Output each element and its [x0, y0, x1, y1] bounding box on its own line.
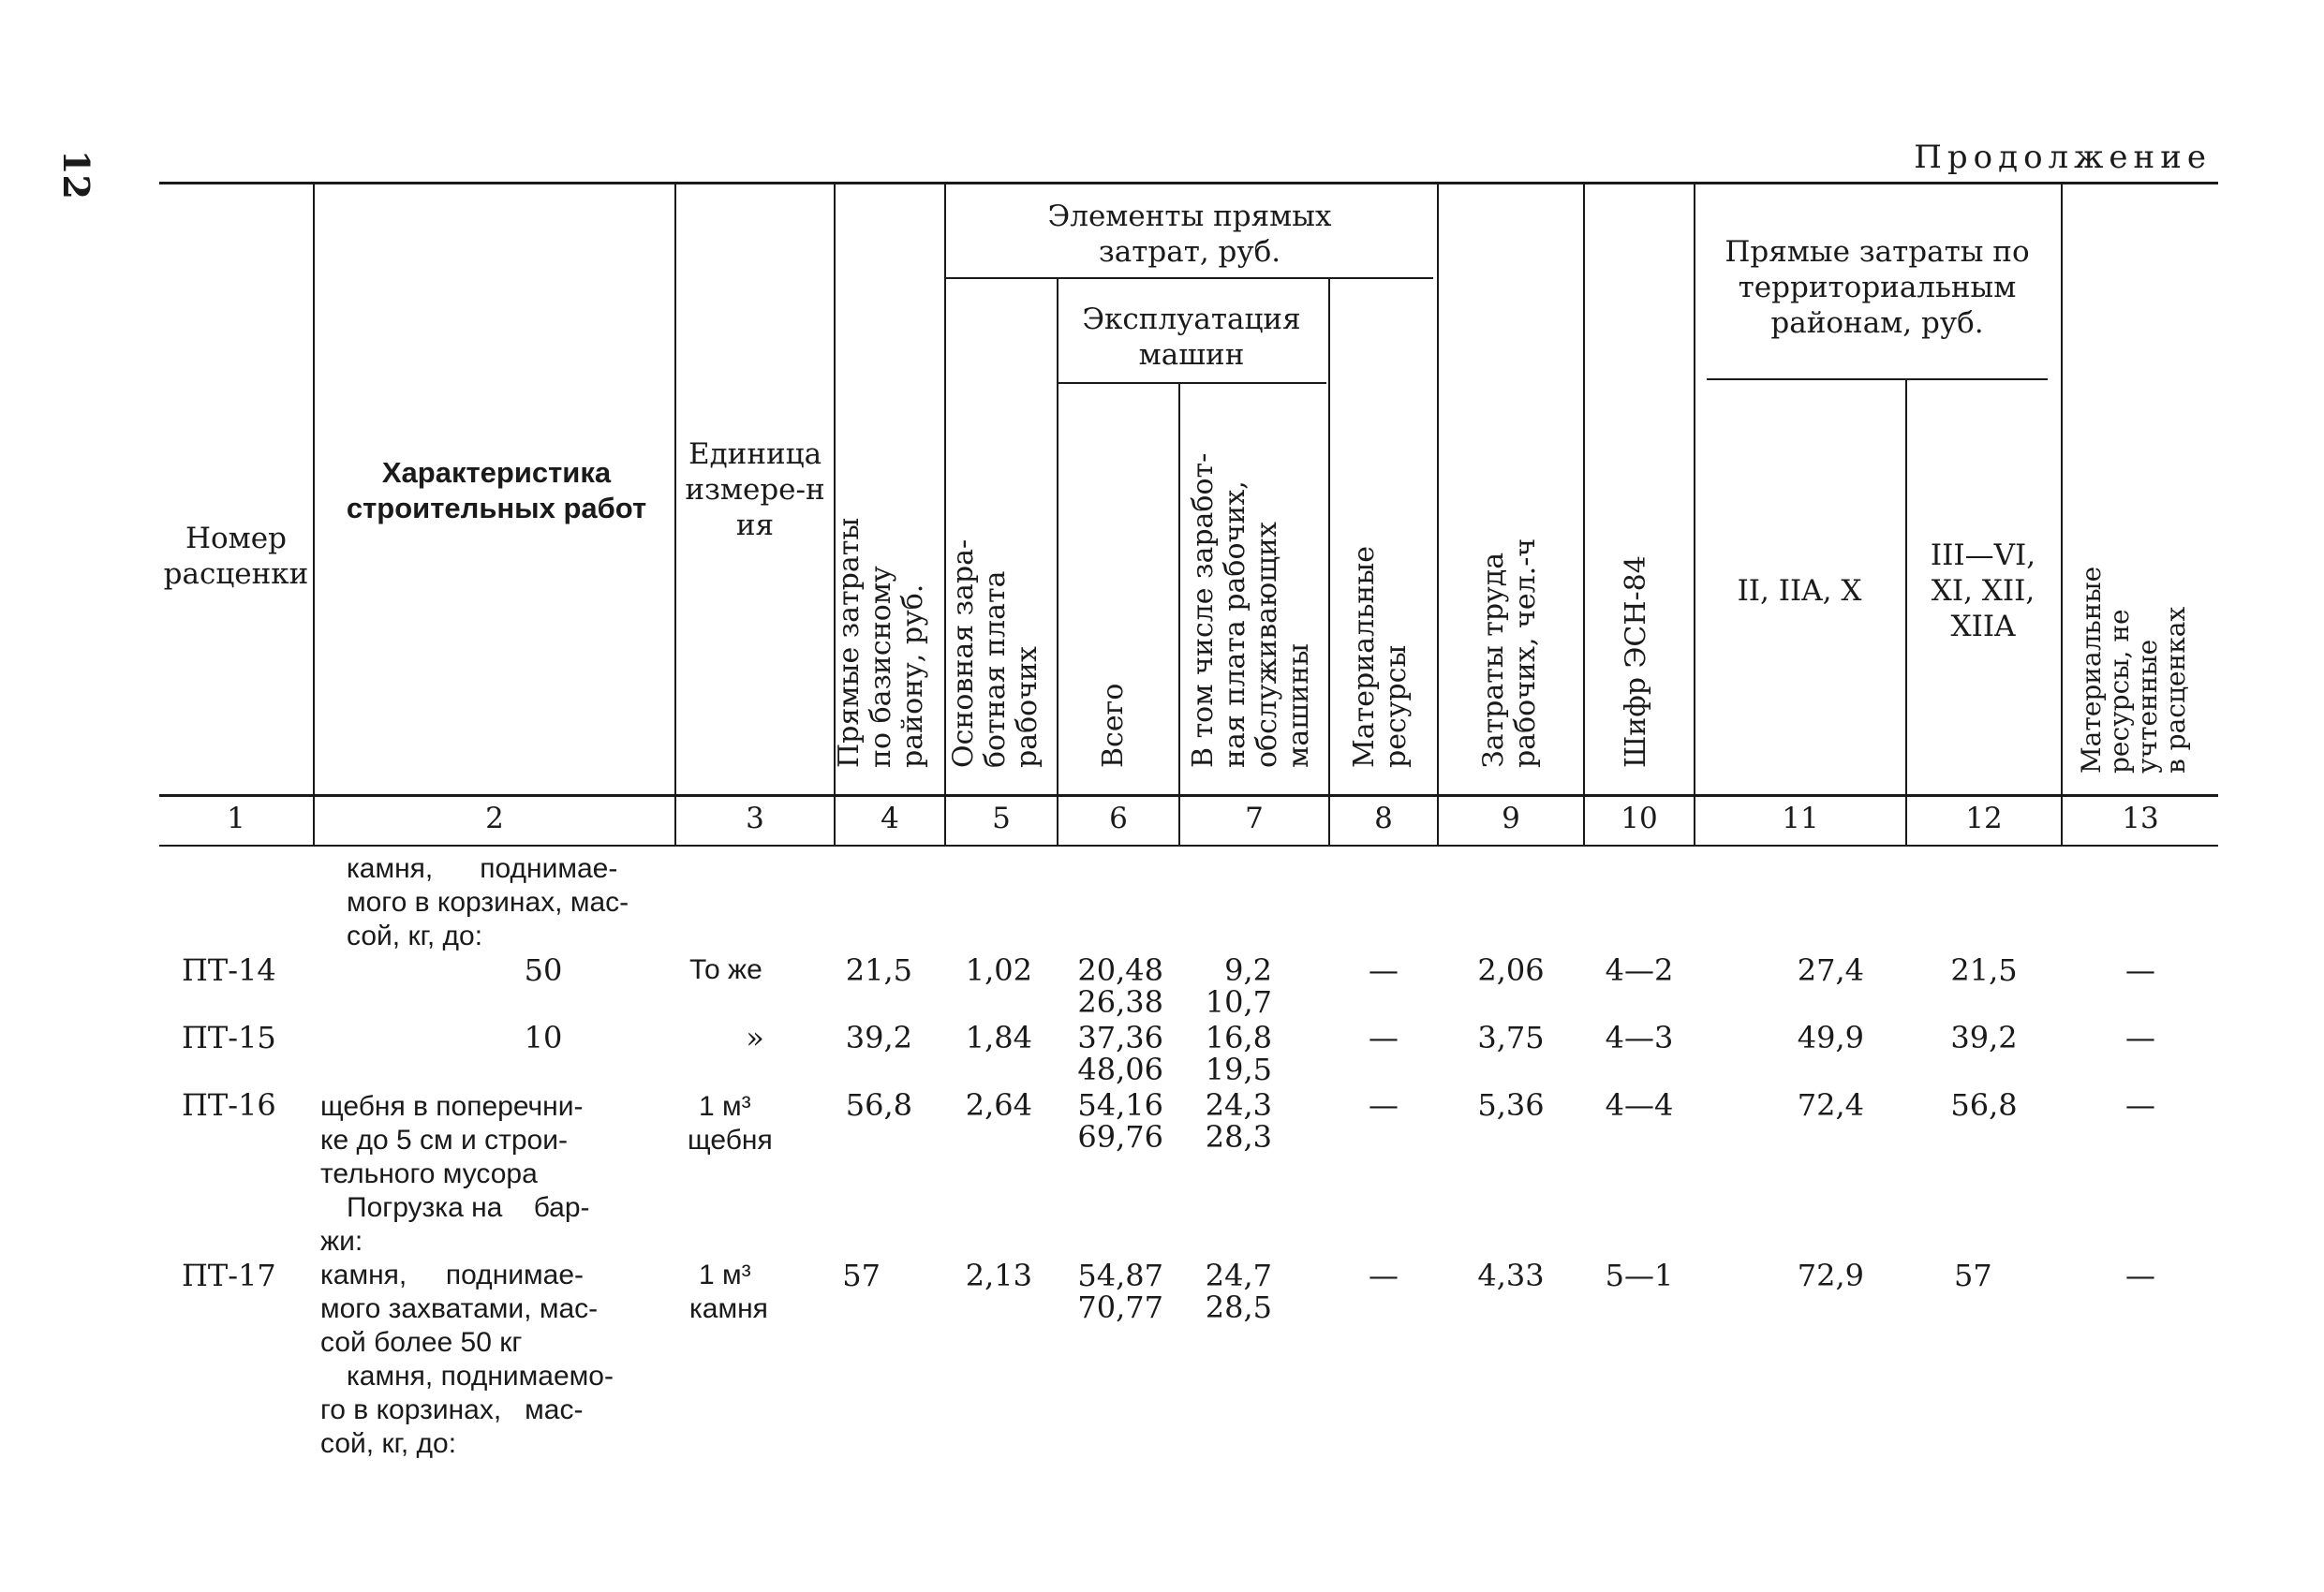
column-number-7: 7 — [1245, 802, 1264, 835]
esn-code: 4—2 — [1605, 952, 1674, 988]
machines-total-alt: 26,38 — [1077, 984, 1163, 1020]
header-unit: Единица измере-ния — [685, 437, 825, 542]
base-wages: 2,13 — [965, 1258, 1032, 1293]
unit: камня — [689, 1293, 768, 1324]
base-wages: 1,84 — [965, 1020, 1032, 1055]
esn-code: 5—1 — [1605, 1258, 1674, 1293]
region-cost-3: 56,8 — [1950, 1087, 2018, 1123]
labor-costs: 5,36 — [1477, 1087, 1545, 1123]
column-number-2: 2 — [485, 802, 504, 835]
header-regions-2: II, IIA, X — [1737, 574, 1862, 608]
column-number-4: 4 — [881, 802, 899, 835]
materials: — — [1369, 1020, 1399, 1055]
machines-total: 20,48 — [1077, 952, 1163, 988]
col-divider-12 — [2061, 184, 2063, 845]
base-direct-costs: 57 — [842, 1258, 881, 1293]
machines-total-alt: 70,77 — [1077, 1290, 1163, 1325]
operator-wages: 16,8 — [1205, 1020, 1272, 1055]
labor-costs: 2,06 — [1477, 952, 1545, 988]
machines-total-alt: 69,76 — [1077, 1119, 1163, 1155]
base-direct-costs: 56,8 — [845, 1087, 912, 1123]
column-number-8: 8 — [1374, 802, 1393, 835]
unit: То же — [689, 954, 762, 985]
materials: — — [1369, 1258, 1399, 1293]
region-cost-2: 72,4 — [1797, 1087, 1864, 1123]
header-group-direct-costs: Элементы прямых затрат, руб. — [1047, 199, 1332, 269]
col-divider-4 — [944, 184, 946, 845]
materials: — — [1369, 952, 1399, 988]
col-divider-2 — [674, 184, 676, 845]
work-description: щебня в поперечни- — [320, 1091, 584, 1122]
header-rate-number: Номер расценки — [163, 522, 309, 591]
column-number-13: 13 — [2122, 802, 2159, 835]
operator-wages-alt: 19,5 — [1205, 1052, 1272, 1087]
work-description: 50 — [524, 952, 563, 988]
unit: » — [746, 1020, 764, 1055]
region-cost-3: 57 — [1954, 1258, 1992, 1293]
col-divider-8 — [1437, 184, 1439, 845]
operator-wages: 24,3 — [1205, 1087, 1272, 1123]
machines-total-alt: 48,06 — [1077, 1052, 1163, 1087]
base-wages: 2,64 — [965, 1087, 1032, 1123]
operator-wages-alt: 28,5 — [1205, 1290, 1272, 1325]
region-cost-3: 21,5 — [1950, 952, 2018, 988]
unaccounted-materials: — — [2125, 1020, 2155, 1055]
column-number-11: 11 — [1782, 802, 1819, 835]
unit: 1 м³ — [699, 1260, 751, 1290]
header-bottom-rule — [159, 794, 2218, 797]
column-numbers-rule — [159, 845, 2218, 847]
unit: щебня — [688, 1125, 773, 1156]
esn-code: 4—4 — [1605, 1087, 1674, 1123]
labor-costs: 4,33 — [1477, 1258, 1545, 1293]
col-divider-10 — [1694, 184, 1695, 845]
group-regions-rule — [1707, 378, 2048, 380]
esn-code: 4—3 — [1605, 1020, 1674, 1055]
base-wages: 1,02 — [965, 952, 1032, 988]
col-divider-6 — [1178, 384, 1180, 845]
operator-wages-alt: 28,3 — [1205, 1119, 1272, 1155]
region-cost-2: 72,9 — [1797, 1258, 1864, 1293]
column-number-1: 1 — [227, 802, 245, 835]
base-direct-costs: 21,5 — [845, 952, 912, 988]
work-description: камня, поднимае- — [320, 1260, 585, 1290]
work-description: 10 — [524, 1020, 563, 1055]
column-number-10: 10 — [1621, 802, 1658, 835]
page-number: 12 — [55, 150, 97, 199]
column-number-12: 12 — [1965, 802, 2003, 835]
rate-code: ПТ-17 — [182, 1258, 276, 1293]
work-description: тельного мусора — [320, 1158, 538, 1189]
header-regions-3: III—VI, XI, XII, XIIA — [1930, 538, 2036, 643]
table-top-rule — [159, 182, 2218, 184]
region-cost-3: 39,2 — [1950, 1020, 2018, 1055]
work-description: ке до 5 см и строи- — [320, 1125, 568, 1156]
column-number-3: 3 — [746, 802, 764, 835]
labor-costs: 3,75 — [1477, 1020, 1545, 1055]
col-divider-11 — [1905, 380, 1907, 845]
base-direct-costs: 39,2 — [845, 1020, 912, 1055]
col-divider-1 — [313, 184, 315, 845]
operator-wages-alt: 10,7 — [1205, 984, 1272, 1020]
operator-wages: 9,2 — [1224, 952, 1272, 988]
machines-total: 54,16 — [1077, 1087, 1163, 1123]
work-description: мого захватами, мас- — [320, 1293, 599, 1324]
column-number-9: 9 — [1502, 802, 1520, 835]
materials: — — [1369, 1087, 1399, 1123]
unaccounted-materials: — — [2125, 952, 2155, 988]
col-divider-7 — [1328, 279, 1330, 845]
column-number-5: 5 — [992, 802, 1011, 835]
unaccounted-materials: — — [2125, 1258, 2155, 1293]
continuation-label: Продолжение — [1914, 139, 2212, 176]
header-group-regions: Прямые затраты по территориальным районам, руб. — [1724, 235, 2030, 340]
rate-code: ПТ-15 — [182, 1020, 276, 1055]
column-number-6: 6 — [1109, 802, 1128, 835]
unaccounted-materials: — — [2125, 1087, 2155, 1123]
region-cost-2: 27,4 — [1797, 952, 1864, 988]
header-group-machines: Эксплуатация машин — [1082, 302, 1301, 372]
rate-code: ПТ-14 — [182, 952, 276, 988]
header-work-description: Характеристика строительных работ — [346, 456, 647, 524]
machines-total: 37,36 — [1077, 1020, 1163, 1055]
work-description: сой более 50 кг — [320, 1327, 523, 1358]
operator-wages: 24,7 — [1205, 1258, 1272, 1293]
region-cost-2: 49,9 — [1797, 1020, 1864, 1055]
machines-total: 54,87 — [1077, 1258, 1163, 1293]
col-divider-9 — [1583, 184, 1585, 845]
unit: 1 м³ — [699, 1091, 751, 1122]
rate-code: ПТ-16 — [182, 1087, 276, 1123]
group-machines-rule — [1057, 382, 1326, 384]
group-direct-rule — [944, 277, 1433, 279]
